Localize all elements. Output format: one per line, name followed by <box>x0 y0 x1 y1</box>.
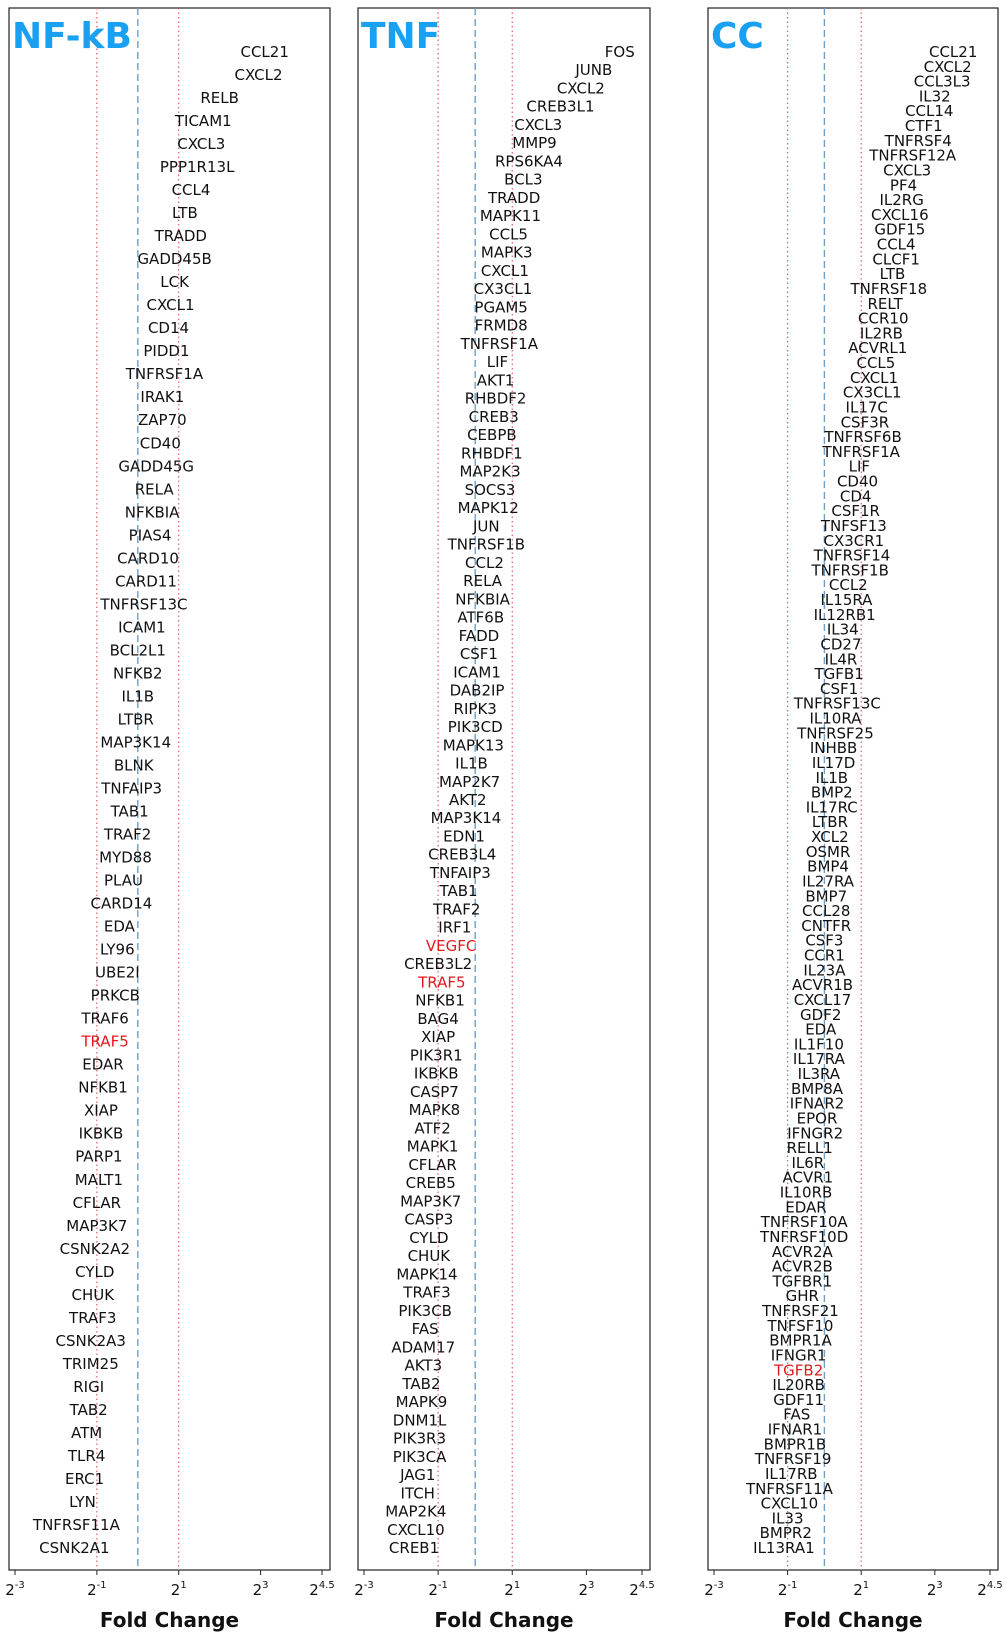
gene-label: CXCL10 <box>760 1494 819 1513</box>
gene-label-highlighted: TRAF5 <box>81 1032 129 1051</box>
gene-label: MAPK11 <box>479 207 541 226</box>
gene-label: RELA <box>463 572 503 591</box>
gene-label: PLAU <box>103 871 143 890</box>
gene-label: CCL5 <box>489 225 528 244</box>
gene-label: BCL2L1 <box>109 641 166 660</box>
gene-label: RELB <box>200 89 239 108</box>
gene-label: IL34 <box>826 620 859 639</box>
gene-label: CSNK2A2 <box>59 1239 131 1258</box>
gene-label: MAP3K7 <box>66 1216 128 1235</box>
gene-label: CSF1 <box>820 679 859 698</box>
gene-label: IFNAR2 <box>789 1094 845 1113</box>
x-tick-label: $2^3$ <box>578 1580 595 1599</box>
gene-label: BMP2 <box>810 783 853 802</box>
gene-label: CX3CR1 <box>823 531 885 550</box>
gene-label: IL2RG <box>879 191 924 210</box>
gene-label: AKT2 <box>448 791 487 809</box>
gene-label: IL12RB1 <box>813 605 876 624</box>
gene-label: RHBDF1 <box>461 444 523 463</box>
gene-label: GDF15 <box>874 220 926 239</box>
gene-label: CSF1R <box>831 502 880 521</box>
gene-label: BMP7 <box>805 887 848 906</box>
gene-label: EDA <box>103 917 135 936</box>
gene-label: MALT1 <box>74 1170 124 1189</box>
gene-label: CCL21 <box>240 43 289 61</box>
gene-label: TRAF2 <box>432 900 481 919</box>
panel-title: NF-kB <box>12 16 132 57</box>
chart-panel-0 <box>5 8 334 1632</box>
x-tick-label: $2^{-1}$ <box>87 1580 107 1599</box>
gene-label: TRADD <box>487 188 541 207</box>
gene-label: CSF3R <box>840 413 890 432</box>
gene-label: CXCL17 <box>793 990 852 1009</box>
gene-label: IFNGR1 <box>770 1346 827 1365</box>
x-tick-label: $2^{-3}$ <box>354 1580 374 1599</box>
gene-label: CXCL1 <box>480 261 529 280</box>
gene-label: LTB <box>171 204 198 223</box>
gene-label: TGFB1 <box>814 665 864 684</box>
gene-label: EDN1 <box>443 827 485 846</box>
gene-label: CARD11 <box>115 572 177 591</box>
gene-label: IL13RA1 <box>753 1539 815 1557</box>
gene-label: CXCL2 <box>556 79 605 98</box>
gene-label: BAG4 <box>417 1009 459 1028</box>
gene-label: RELT <box>867 294 903 313</box>
gene-label: CX3CL1 <box>842 383 902 402</box>
gene-label: BLNK <box>113 756 154 775</box>
gene-label: TRIM25 <box>62 1354 119 1373</box>
gene-label: IL1F10 <box>793 1035 844 1054</box>
gene-label: GHR <box>785 1287 819 1306</box>
x-axis-label: Fold Change <box>783 1608 923 1632</box>
gene-label: EPOR <box>796 1109 838 1128</box>
plot-frame <box>708 8 998 1570</box>
gene-label: CCL28 <box>802 902 851 921</box>
gene-label: IL10RA <box>809 709 862 728</box>
x-tick-label: $2^1$ <box>504 1580 521 1599</box>
gene-label: MAP2K3 <box>459 462 521 481</box>
gene-label: TNFAIP3 <box>101 779 163 798</box>
gene-label: CCL2 <box>465 553 504 572</box>
gene-label: CXCL2 <box>234 66 283 85</box>
gene-label-highlighted: VEGFC <box>425 936 477 955</box>
gene-label: FOS <box>604 43 635 61</box>
gene-label: FAS <box>411 1320 439 1339</box>
gene-label: CASP3 <box>404 1210 454 1229</box>
gene-label: CEBPB <box>467 426 517 445</box>
gene-label: MAPK13 <box>442 736 504 755</box>
x-tick-label: $2^{-1}$ <box>777 1580 798 1599</box>
gene-label: JUN <box>473 517 500 536</box>
gene-label: ATF2 <box>414 1119 451 1138</box>
gene-label: MMP9 <box>512 134 557 153</box>
gene-label: IL17C <box>845 398 888 417</box>
gene-label: MAPK12 <box>457 499 519 518</box>
gene-label: TNFRSF12A <box>869 146 957 165</box>
gene-label: XIAP <box>421 1028 456 1047</box>
gene-label: TICAM1 <box>174 112 232 131</box>
gene-label: CFLAR <box>408 1155 457 1174</box>
gene-label: FAS <box>783 1405 811 1424</box>
gene-label: ICAM1 <box>453 663 501 682</box>
gene-label: IL17RC <box>805 798 858 817</box>
gene-label: LCK <box>160 273 189 292</box>
gene-label: TNFRSF14 <box>813 546 891 565</box>
gene-label: RPS6KA4 <box>494 152 563 171</box>
gene-label: CCR10 <box>858 309 909 328</box>
gene-label: IKBKB <box>78 1124 124 1143</box>
x-tick-label: $2^1$ <box>170 1580 187 1599</box>
gene-label: JAG1 <box>400 1466 436 1485</box>
gene-label: MAPK8 <box>408 1101 461 1120</box>
gene-label: CD14 <box>147 319 190 338</box>
gene-label: LTBR <box>811 813 849 832</box>
gene-label: BMPR1A <box>769 1331 832 1350</box>
gene-label: TNFRSF11A <box>32 1515 120 1534</box>
gene-label: SOCS3 <box>464 480 516 499</box>
gene-label: PRKCB <box>90 986 140 1005</box>
gene-label: PIK3CA <box>392 1447 447 1466</box>
gene-label: IL6R <box>791 1153 825 1172</box>
gene-label: CCL21 <box>928 43 978 61</box>
gene-label: MAPK9 <box>395 1393 448 1412</box>
x-tick-label: $2^3$ <box>252 1580 269 1599</box>
gene-label: TNFRSF10A <box>760 1213 848 1232</box>
gene-label: TNFRSF1A <box>822 442 900 461</box>
gene-label: TNFRSF25 <box>797 724 874 743</box>
gene-label: MAP3K7 <box>400 1192 462 1211</box>
x-tick-label: $2^3$ <box>926 1580 943 1599</box>
gene-label: JUNB <box>575 61 613 80</box>
gene-label: CYLD <box>409 1228 449 1247</box>
gene-label: ACVRL1 <box>848 339 908 358</box>
x-tick-label: $2^1$ <box>853 1580 870 1599</box>
gene-label: IFNGR2 <box>787 1124 844 1143</box>
gene-label: CCL4 <box>876 235 916 254</box>
gene-label: CREB3L2 <box>404 955 473 974</box>
gene-label: TRAF6 <box>81 1009 129 1028</box>
gene-label: IRAK1 <box>140 388 185 407</box>
gene-label: PGAM5 <box>474 298 528 317</box>
gene-label: BMP4 <box>807 857 849 876</box>
gene-label: TNFRSF1A <box>125 365 204 384</box>
gene-label: IL10RB <box>779 1183 833 1202</box>
gene-label: GDF11 <box>773 1390 825 1409</box>
chart-panel-1 <box>354 8 654 1632</box>
gene-label: CSNK2A3 <box>55 1331 126 1350</box>
gene-label: EDAR <box>82 1055 124 1074</box>
gene-label: CD4 <box>839 487 872 506</box>
gene-label: DNM1L <box>392 1411 447 1430</box>
x-tick-label: $2^{-3}$ <box>5 1580 25 1599</box>
gene-label: ZAP70 <box>138 411 187 430</box>
gene-label: IL20RB <box>772 1376 825 1395</box>
gene-label: IL1B <box>121 687 155 706</box>
gene-label: CXCL3 <box>177 135 226 154</box>
gene-label: OSMR <box>805 842 851 861</box>
gene-label: GADD45B <box>137 250 212 269</box>
gene-label: TRAF3 <box>69 1308 117 1327</box>
gene-label: IL3RA <box>797 1065 841 1084</box>
gene-label: TAB2 <box>402 1374 441 1393</box>
gene-label: MAPK3 <box>480 243 533 262</box>
gene-label: IL4R <box>824 650 858 669</box>
gene-label: FRMD8 <box>474 316 528 335</box>
gene-label: IL15RA <box>820 591 873 610</box>
gene-label: PPP1R13L <box>159 158 235 177</box>
gene-label: TNFRSF1B <box>447 535 526 554</box>
gene-label: PIK3CB <box>398 1301 452 1320</box>
gene-label: DAB2IP <box>449 681 505 700</box>
gene-label: NFKB2 <box>113 664 163 683</box>
x-tick-label: $2^{-1}$ <box>428 1580 448 1599</box>
gene-label: XCL2 <box>811 828 849 847</box>
gene-label: TNFAIP3 <box>429 863 491 882</box>
gene-label: TRADD <box>154 227 207 246</box>
gene-label: CARD14 <box>90 894 153 913</box>
gene-label: LTB <box>879 265 906 284</box>
gene-label: ADAM17 <box>391 1338 456 1357</box>
gene-label: NFKBIA <box>455 590 510 609</box>
x-tick-label: $2^{-3}$ <box>704 1580 724 1599</box>
gene-label: CARD10 <box>117 549 179 568</box>
gene-label: TNFSF13 <box>820 516 887 535</box>
gene-label: CCL4 <box>171 181 211 200</box>
gene-label: TNFRSF13C <box>793 694 881 713</box>
gene-label: FADD <box>458 626 500 645</box>
gene-label: RIGI <box>73 1377 105 1396</box>
gene-label: TNFRSF6B <box>824 428 902 447</box>
gene-label: LIF <box>486 353 509 372</box>
gene-label: CASP7 <box>409 1082 459 1101</box>
gene-label: XIAP <box>83 1101 118 1120</box>
gene-label: ATF6B <box>457 608 505 627</box>
gene-label: IL33 <box>771 1509 804 1528</box>
gene-label: PIDD1 <box>143 342 190 361</box>
gene-label: CREB3L4 <box>428 845 497 864</box>
gene-label: TAB2 <box>69 1400 108 1419</box>
gene-label: EDAR <box>785 1198 827 1217</box>
gene-label: ITCH <box>400 1484 435 1503</box>
gene-label: AKT3 <box>404 1356 443 1375</box>
gene-label: MAP3K14 <box>100 733 172 752</box>
gene-label: IL1B <box>815 768 849 787</box>
gene-label: CXCL2 <box>923 57 972 76</box>
gene-label: TNFRSF13C <box>100 595 188 614</box>
gene-label: RELA <box>134 480 174 499</box>
gene-label: TNFSF10 <box>767 1316 834 1335</box>
gene-label: ATM <box>71 1423 103 1442</box>
gene-label: IL23A <box>803 961 846 980</box>
gene-label: ACVR2B <box>771 1257 833 1276</box>
gene-label: CCL14 <box>905 102 954 121</box>
x-axis-label: Fold Change <box>99 1608 240 1632</box>
gene-label: PARP1 <box>75 1147 123 1166</box>
gene-label: TRAF3 <box>403 1283 451 1302</box>
gene-label: TLR4 <box>67 1446 106 1465</box>
gene-label: CCL2 <box>828 576 868 595</box>
gene-label: NFKB1 <box>78 1078 128 1097</box>
gene-label: INHBB <box>809 739 858 758</box>
gene-label: CREB5 <box>405 1174 456 1193</box>
gene-label: TAB1 <box>439 882 478 901</box>
gene-label-highlighted: TGFB2 <box>774 1361 824 1380</box>
gene-label: BMPR1B <box>763 1435 827 1454</box>
gene-label: LIF <box>848 457 871 476</box>
gene-label: TRAF2 <box>103 825 152 844</box>
gene-label: TAB1 <box>110 802 149 821</box>
gene-label: IFNAR1 <box>767 1420 823 1439</box>
gene-label: CREB3 <box>468 407 519 426</box>
gene-label: CD40 <box>836 472 879 491</box>
gene-label: CCL3L3 <box>913 72 971 91</box>
gene-label: NFKBIA <box>124 503 180 522</box>
chart-panel-2 <box>704 8 1002 1632</box>
gene-label: MAP2K7 <box>439 772 501 791</box>
gene-label: IL2RB <box>859 324 903 343</box>
gene-label: TNFRSF10D <box>760 1227 849 1246</box>
gene-label: PIK3R1 <box>409 1046 463 1065</box>
gene-label: TGFBR1 <box>772 1272 833 1291</box>
gene-label: BCL3 <box>504 170 543 189</box>
gene-label: CCL5 <box>856 354 896 373</box>
gene-label: CREB1 <box>388 1539 440 1557</box>
gene-label: PF4 <box>889 176 918 195</box>
gene-label: IL32 <box>918 87 951 106</box>
gene-label: BMPR2 <box>759 1524 812 1543</box>
gene-label: CD27 <box>820 635 862 654</box>
gene-label: IL17RB <box>764 1464 818 1483</box>
gene-label: TNFRSF11A <box>745 1479 833 1498</box>
gene-label: CXCL10 <box>387 1520 445 1539</box>
gene-label: CX3CL1 <box>473 280 533 299</box>
gene-label: CREB3L1 <box>526 97 595 116</box>
gene-label: CXCL1 <box>850 368 899 387</box>
gene-label: UBE2I <box>94 963 140 982</box>
gene-label: CSF1 <box>459 645 498 664</box>
gene-label: CXCL1 <box>146 296 195 315</box>
gene-label: CNTFR <box>801 916 852 935</box>
gene-label: RHBDF2 <box>464 389 527 408</box>
x-axis-label: Fold Change <box>434 1608 574 1632</box>
gene-label: TNFRSF19 <box>754 1450 832 1469</box>
gene-label: IL1B <box>455 754 488 773</box>
gene-label: CTF1 <box>904 117 943 136</box>
x-tick-label: $2^{4.5}$ <box>629 1580 655 1599</box>
gene-label: BMP8A <box>790 1079 844 1098</box>
gene-label: CFLAR <box>72 1193 122 1212</box>
gene-label: MAPK14 <box>396 1265 458 1284</box>
gene-label: ACVR1 <box>782 1168 834 1187</box>
gene-label: GDF2 <box>800 1005 842 1024</box>
gene-label: IRF1 <box>438 918 472 937</box>
gene-label: MAP3K14 <box>430 809 502 828</box>
gene-label: CXCL16 <box>871 205 929 224</box>
panel-title: TNF <box>361 16 441 57</box>
x-tick-label: $2^{4.5}$ <box>309 1580 335 1599</box>
gene-label: CD40 <box>139 434 181 453</box>
gene-label: IL17D <box>811 753 856 772</box>
gene-label: LYN <box>69 1492 96 1511</box>
gene-label: ERC1 <box>65 1469 105 1488</box>
gene-label: CHUK <box>71 1285 115 1304</box>
gene-label: PIAS4 <box>128 526 172 545</box>
gene-label: NFKB1 <box>415 991 465 1010</box>
gene-label: MYD88 <box>99 848 152 867</box>
gene-label: CXCL3 <box>883 161 932 180</box>
gene-label: TNFRSF21 <box>762 1302 839 1321</box>
gene-label: RELL1 <box>786 1139 833 1158</box>
gene-label: CLCF1 <box>872 250 920 269</box>
gene-label: PIK3R3 <box>393 1429 447 1448</box>
gene-label: MAPK1 <box>406 1137 459 1156</box>
gene-label: RIPK3 <box>453 699 497 718</box>
panel-title: CC <box>711 16 764 57</box>
gene-label: CYLD <box>75 1262 115 1281</box>
gene-label: PIK3CD <box>447 718 503 737</box>
gene-label: IL17RA <box>792 1050 845 1069</box>
gene-label: CCR1 <box>803 946 845 965</box>
gene-label: TNFRSF1A <box>460 334 538 353</box>
gene-label: TNFRSF4 <box>884 131 952 150</box>
gene-label: GADD45G <box>118 457 195 476</box>
gene-label: CSF3 <box>805 931 844 950</box>
gene-label: MAP2K4 <box>385 1502 447 1521</box>
gene-label: ACVR2A <box>771 1242 833 1261</box>
gene-label: AKT1 <box>476 371 515 390</box>
gene-label: ICAM1 <box>118 618 166 637</box>
gene-label: IL27RA <box>802 872 855 891</box>
gene-label: ACVR1B <box>792 976 854 995</box>
gene-label: CXCL3 <box>514 115 563 134</box>
gene-label: CSNK2A1 <box>39 1539 110 1557</box>
gene-label: CHUK <box>407 1247 451 1266</box>
gene-label: LTBR <box>117 710 154 729</box>
gene-label: TNFRSF1B <box>811 561 889 580</box>
gene-label: LY96 <box>100 940 135 959</box>
gene-label: TNFRSF18 <box>850 279 928 298</box>
gene-label: EDA <box>805 1020 837 1039</box>
gene-label-highlighted: TRAF5 <box>418 973 466 992</box>
gene-label: IKBKB <box>413 1064 459 1083</box>
x-tick-label: $2^{4.5}$ <box>977 1580 1003 1599</box>
